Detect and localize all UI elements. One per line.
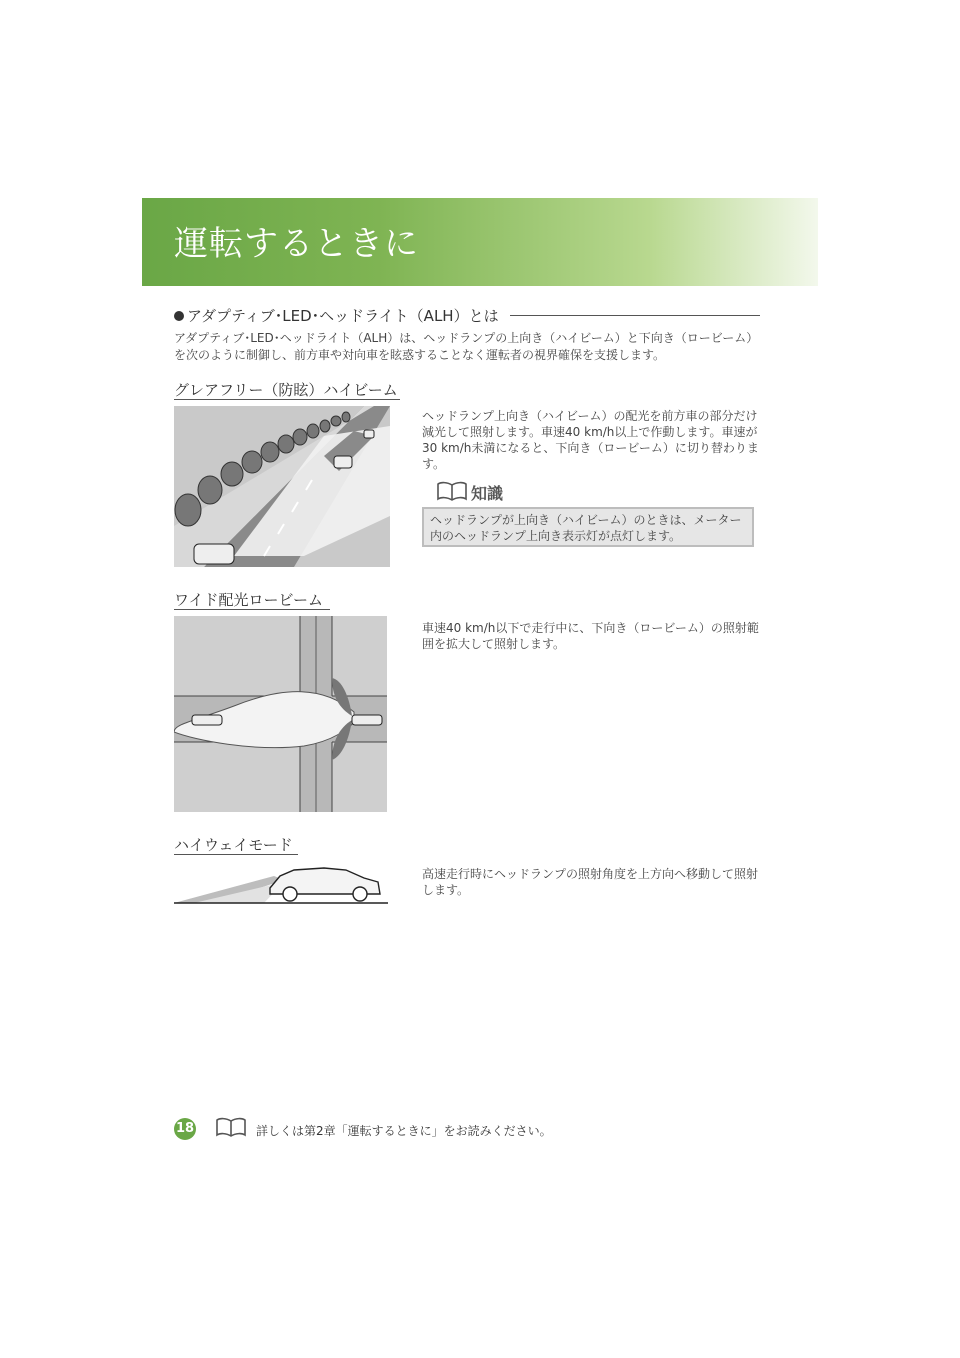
- wide-low-rule: [174, 609, 330, 610]
- page-number: 18: [174, 1118, 196, 1140]
- highway-illustration: [174, 860, 388, 906]
- section-intro: アダプティブ･LED･ヘッドライト（ALH）は、ヘッドランプの上向き（ハイビーム）と下向き（ロービーム）を次のように制御し、前方車や対向車を眩惑することなく運転者の視界確保を支援します。: [174, 331, 759, 362]
- glare-free-title: グレアフリー（防眩）ハイビーム: [174, 381, 398, 399]
- book-icon: [216, 1117, 246, 1141]
- section-heading: [174, 305, 760, 327]
- chapter-title: 運転するときに: [174, 224, 419, 264]
- chapter-banner: [142, 198, 818, 286]
- bullet-dot-icon: [174, 311, 184, 321]
- highway-title: ハイウェイモード: [174, 836, 293, 854]
- highway-rule: [174, 854, 298, 855]
- knowledge-label: 知識: [471, 484, 504, 503]
- knowledge-heading: [437, 480, 557, 502]
- wide-low-text: 車速40 km/h以下で走行中に、下向き（ロービーム）の照射範囲を拡大して照射します。: [422, 621, 759, 651]
- footer-reference: 詳しくは第2章「運転するときに」をお読みください。: [256, 1124, 552, 1138]
- glare-free-illustration: [174, 406, 390, 567]
- glare-free-text: ヘッドランプ上向き（ハイビーム）の配光を前方車の部分だけ減光して照射します。車速40 km/h以上で作動します。車速が30 km/h未満になると、下向き（ロービーム）に切り替わります。: [422, 409, 759, 471]
- section-rule: [510, 315, 760, 316]
- wide-low-title: ワイド配光ロービーム: [174, 591, 323, 609]
- glare-free-rule: [174, 399, 400, 400]
- wide-low-illustration: [174, 616, 387, 812]
- highway-text: 高速走行時にヘッドランプの照射角度を上方向へ移動して照射します。: [422, 867, 759, 897]
- knowledge-note: ヘッドランプが上向き（ハイビーム）のときは、メーター内のヘッドランプ上向き表示灯が点灯します。: [422, 507, 754, 547]
- section-title: アダプティブ･LED･ヘッドライト（ALH）とは: [187, 307, 499, 325]
- book-icon: [437, 481, 467, 505]
